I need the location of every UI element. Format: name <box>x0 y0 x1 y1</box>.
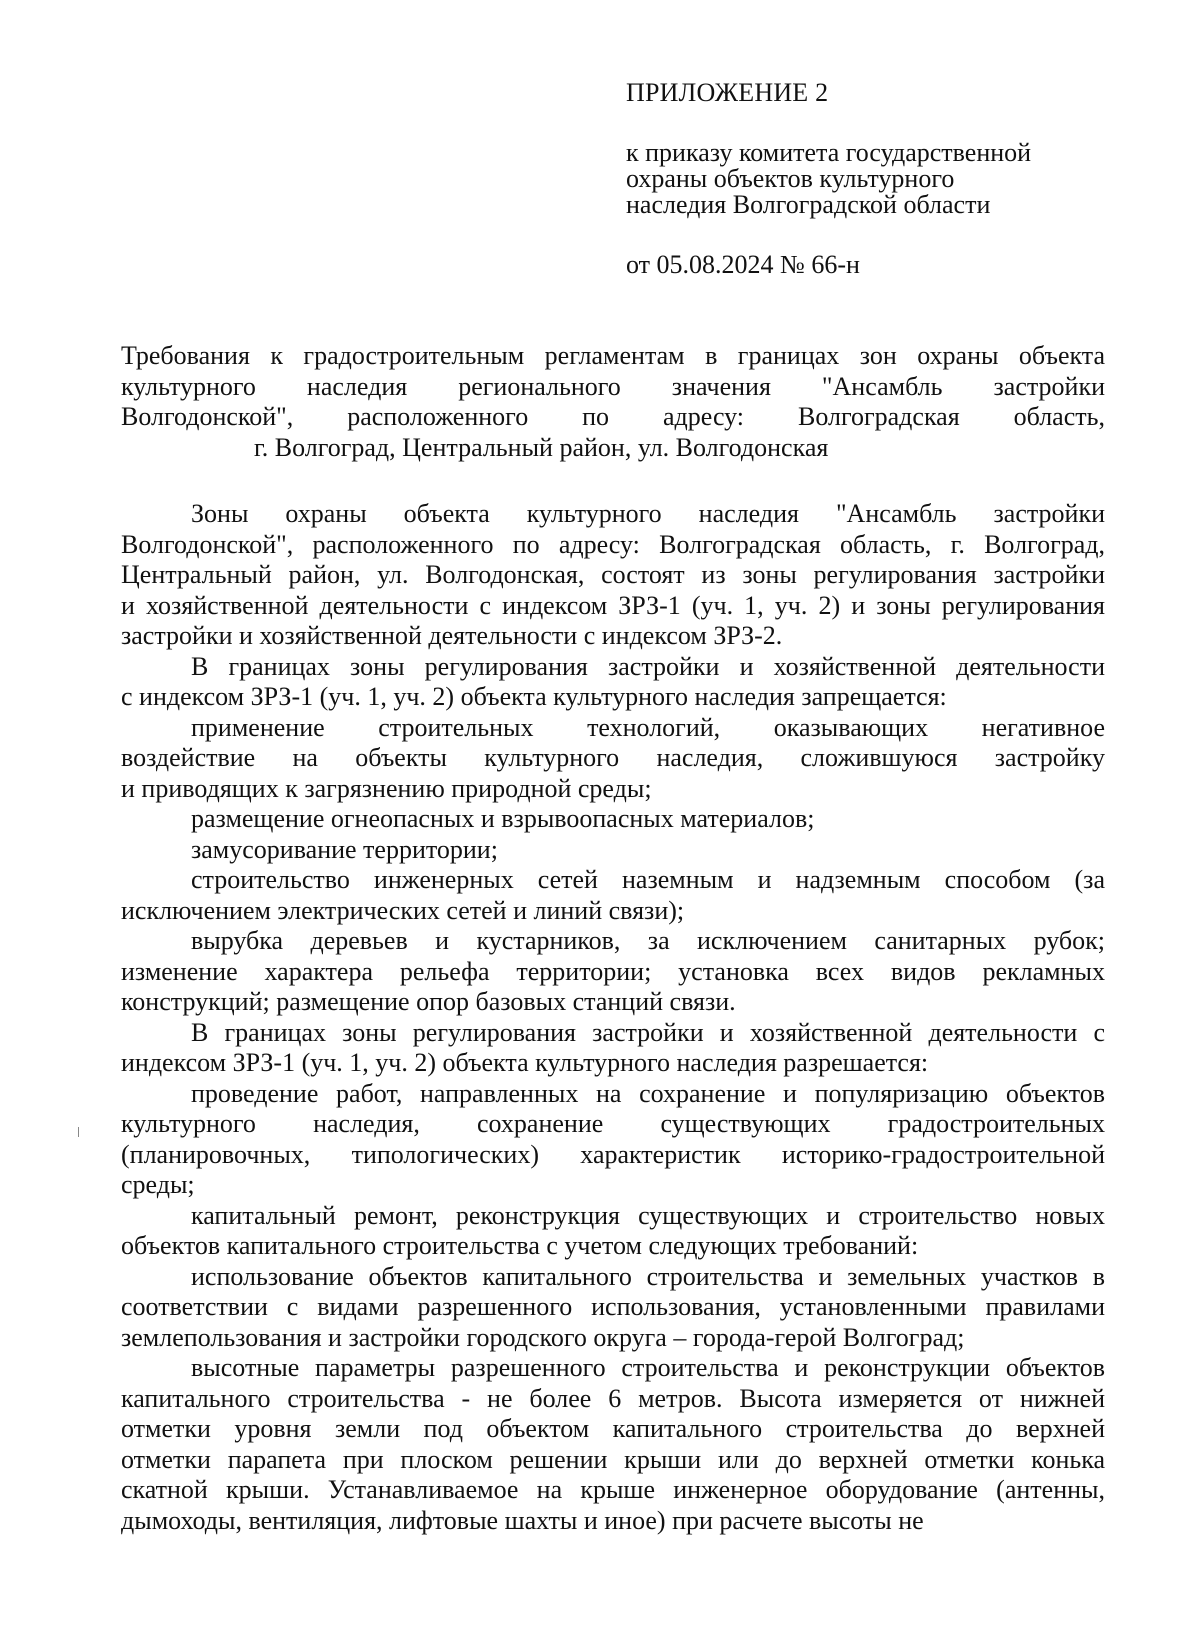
paragraph-line: культурного наследия, сохранение существующих градостроительных <box>121 1109 1105 1138</box>
paragraph-line: дымоходы, вентиляция, лифтовые шахты и иное) при расчете высоты не <box>121 1505 924 1535</box>
paragraph-line: исключением электрических сетей и линий связи); <box>121 895 685 925</box>
paragraph-line: (планировочных, типологических) характеристик историко-градостроительной <box>121 1139 1105 1169</box>
paragraph-line: Волгодонской", расположенного по адресу: Волгоградская область, г. Волгоград, <box>121 529 1105 559</box>
body-paragraph <box>121 713 1105 805</box>
paragraph-line: воздействие на объекты культурного наследия, сложившуюся застройку <box>121 743 1105 772</box>
body-paragraph <box>121 1018 1105 1079</box>
paragraph-line: проведение работ, направленных на сохранение и популяризацию объектов <box>191 1078 1105 1108</box>
paragraph-line: строительство инженерных сетей наземным и надземным способом (за <box>191 865 1105 894</box>
title-line: Требования к градостроительным регламентам в границах зон охраны объекта <box>121 341 1105 370</box>
paragraph-line: отметки парапета при плоском решении крыши или до верхней отметки конька <box>121 1444 1105 1474</box>
paragraph-line: замусоривание территории; <box>191 834 498 864</box>
appendix-order-date: от 05.08.2024 № 66-н <box>626 250 860 279</box>
paragraph-line: объектов капитального строительства с учетом следующих требований: <box>121 1231 919 1260</box>
body-paragraph <box>121 1353 1105 1536</box>
body-paragraph <box>121 499 1105 652</box>
paragraph-line: Зоны охраны объекта культурного наследия "Ансамбль застройки <box>191 499 1105 528</box>
appendix-title: ПРИЛОЖЕНИЕ 2 <box>626 78 829 107</box>
paragraph-line: индексом ЗРЗ-1 (уч. 1, уч. 2) объекта культурного наследия разрешается: <box>121 1048 929 1077</box>
paragraph-line: вырубка деревьев и кустарников, за исключением санитарных рубок; <box>191 926 1105 955</box>
body-paragraph <box>121 652 1105 713</box>
scan-mark <box>78 1127 79 1137</box>
title-line: культурного наследия регионального значения "Ансамбль застройки <box>121 371 1105 401</box>
paragraph-line: изменение характера рельефа территории; установка всех видов рекламных <box>121 956 1105 986</box>
body-paragraph <box>121 1262 1105 1354</box>
body-paragraph <box>121 865 1105 926</box>
paragraph-line: высотные параметры разрешенного строительства и реконструкции объектов <box>191 1353 1105 1382</box>
appendix-order-line: наследия Волгоградской области <box>626 190 991 219</box>
paragraph-line: размещение огнеопасных и взрывоопасных материалов; <box>191 804 815 833</box>
appendix-order-line: к приказу комитета государственной <box>626 138 1032 167</box>
paragraph-line: Центральный район, ул. Волгодонская, состоят из зоны регулирования застройки <box>121 560 1105 589</box>
paragraph-line: В границах зоны регулирования застройки и хозяйственной деятельности с <box>191 1017 1105 1047</box>
paragraph-line: скатной крыши. Устанавливаемое на крыше инженерное оборудование (антенны, <box>121 1475 1105 1504</box>
body-paragraph <box>121 1201 1105 1262</box>
body-paragraph <box>121 1079 1105 1201</box>
paragraph-line: и приводящих к загрязнению природной среды; <box>121 773 652 803</box>
paragraph-line: применение строительных технологий, оказывающих негативное <box>191 712 1105 742</box>
paragraph-line: с индексом ЗРЗ-1 (уч. 1, уч. 2) объекта культурного наследия запрещается: <box>121 682 947 711</box>
paragraph-line: соответствии с видами разрешенного использования, установленными правилами <box>121 1292 1105 1321</box>
appendix-header <box>626 80 1126 278</box>
appendix-order-line: охраны объектов культурного <box>626 164 955 193</box>
paragraph-line: капитального строительства - не более 6 метров. Высота измеряется от нижней <box>121 1383 1105 1413</box>
paragraph-line: В границах зоны регулирования застройки и хозяйственной деятельности <box>191 651 1105 681</box>
paragraph-line: использование объектов капитального строительства и земельных участков в <box>191 1261 1105 1291</box>
body-paragraph <box>121 804 1105 835</box>
paragraph-line: среды; <box>121 1170 195 1199</box>
title-line: Волгодонской", расположенного по адресу: Волгоградская область, <box>121 402 1105 431</box>
paragraph-line: отметки уровня земли под объектом капитального строительства до верхней <box>121 1414 1105 1443</box>
paragraph-line: застройки и хозяйственной деятельности с индексом ЗРЗ-2. <box>121 621 783 650</box>
body-paragraph <box>121 835 1105 866</box>
paragraph-line: конструкций; размещение опор базовых станций связи. <box>121 987 736 1016</box>
document-title <box>121 341 1105 463</box>
paragraph-line: и хозяйственной деятельности с индексом ЗРЗ-1 (уч. 1, уч. 2) и зоны регулирования <box>121 590 1105 620</box>
body-paragraph <box>121 926 1105 1018</box>
paragraph-line: землепользования и застройки городского округа – города-герой Волгоград; <box>121 1322 965 1352</box>
paragraph-line: капитальный ремонт, реконструкция существующих и строительство новых <box>191 1200 1105 1230</box>
document-body <box>121 499 1105 1536</box>
title-line: г. Волгоград, Центральный район, ул. Волгодонская <box>254 432 829 462</box>
